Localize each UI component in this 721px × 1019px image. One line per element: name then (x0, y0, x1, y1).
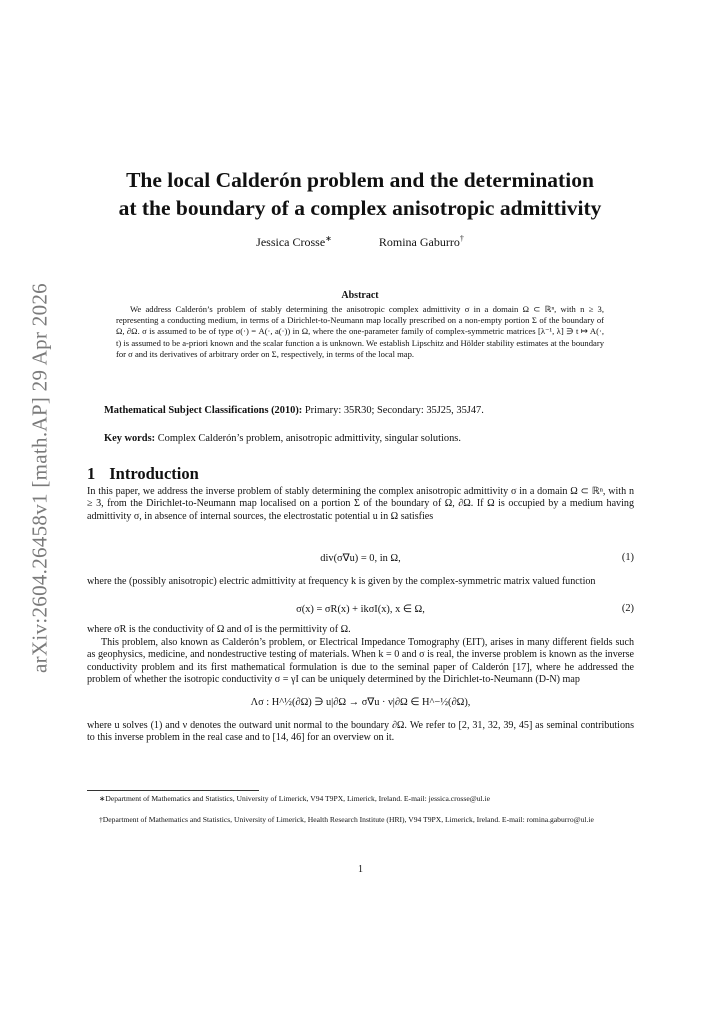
author-2-mark: † (459, 234, 464, 243)
footnote-1: ∗Department of Mathematics and Statistics, University of Limerick, V94 T9PX, Limerick, Ireland. E-mail: jessica.crosse@ul.ie (99, 794, 490, 803)
paragraph-2: where the (possibly anisotropic) electric admittivity at frequency k is given by the complex-symmetric matrix valued function (87, 576, 596, 587)
equation-3-expr: Λσ : H^½(∂Ω) ∋ u|∂Ω → σ∇u · ν|∂Ω ∈ H^−½(∂Ω), (250, 697, 471, 708)
section-number: 1 (87, 464, 96, 483)
abstract-heading: Abstract (341, 290, 379, 301)
equation-2-number: (2) (621, 603, 634, 614)
equation-2-expr: σ(x) = σR(x) + ikσI(x), x ∈ Ω, (296, 604, 425, 615)
msc-label: Mathematical Subject Classifications (2010): (104, 405, 303, 416)
arxiv-identifier: arXiv:2604.26458v1 [math.AP] 29 Apr 2026 (27, 283, 52, 673)
author-2 (379, 235, 464, 249)
paragraph-4: This problem, also known as Calderón’s problem, or Electrical Impedance Tomography (EIT), arises in many different fields such as geophysics, medicine, and nondestructive testing of materials. When k = 0 and σ is real, the inverse problem is known as the inverse conductivity problem and its first mathematical formulation is due to the seminal paper of Calderón [17], where he addressed the problem of whether the isotropic conductivity σ = γI can be uniquely determined by the Dirichlet-to-Neumann (D-N) map (87, 637, 634, 686)
footnote-rule (87, 790, 259, 791)
keywords-label: Key words: (104, 433, 156, 444)
author-list (60, 234, 660, 250)
msc-line (104, 405, 644, 416)
section-title: Introduction (109, 464, 199, 483)
equation-1-number: (1) (621, 552, 634, 563)
msc-codes: Primary: 35R30; Secondary: 35J25, 35J47. (302, 405, 484, 416)
author-1-name: Jessica Crosse (256, 235, 326, 249)
author-1-mark: ∗ (325, 234, 332, 243)
keywords-line (104, 433, 644, 444)
title-line-1: The local Calderón problem and the determination (126, 168, 594, 192)
paper-title (60, 166, 660, 222)
section-heading (87, 464, 199, 484)
equation-1-expr: div(σ∇u) = 0, in Ω, (320, 553, 401, 564)
abstract-text: We address Calderón’s problem of stably determining the anisotropic complex admittivity σ in a domain Ω ⊂ ℝⁿ, with n ≥ 3, representing a conducting medium, in terms of a Dirichlet-to-Neumann map locally prescribed on a non-empty portion Σ of the boundary of Ω, ∂Ω. σ is assumed to be of type σ(·) = A(·, a(·)) in Ω, where the one-parameter family of complex-symmetric matrices [λ⁻¹, λ] ∋ t ↦ A(·, t) is assumed to be a-priori known and the scalar function a is unknown. We establish Lipschitz and Hölder stability estimates at the boundary for σ and its derivatives of arbitrary order on Σ, respectively, in terms of the local map. (116, 304, 604, 359)
footnote-2: †Department of Mathematics and Statistics, University of Limerick, Health Research Institute (HRI), V94 T9PX, Limerick, Ireland. E-mail: romina.gaburro@ul.ie (99, 815, 594, 824)
keywords-text: Complex Calderón’s problem, anisotropic admittivity, singular solutions. (155, 433, 461, 444)
page-number: 1 (358, 864, 363, 875)
title-line-2: at the boundary of a complex anisotropic admittivity (118, 196, 602, 220)
author-1 (256, 235, 332, 249)
paragraph-5: where u solves (1) and ν denotes the outward unit normal to the boundary ∂Ω. We refer to [2, 31, 32, 39, 45] as seminal contributions to this inverse problem in the real case and to [14, 46] for an overview on it. (87, 720, 634, 744)
paragraph-1: In this paper, we address the inverse problem of stably determining the complex anisotropic admittivity σ in a domain Ω ⊂ ℝⁿ, with n ≥ 3, from the Dirichlet-to-Neumann map localised on a portion Σ of the boundary of Ω, ∂Ω. If Ω is occupied by a medium having admittivity σ, in absence of internal sources, the electrostatic potential u in Ω satisfies (87, 486, 634, 522)
paragraph-3: where σR is the conductivity of Ω and σI is the permittivity of Ω. (87, 624, 351, 635)
arxiv-sidebar (18, 283, 62, 673)
author-2-name: Romina Gaburro (378, 235, 460, 249)
